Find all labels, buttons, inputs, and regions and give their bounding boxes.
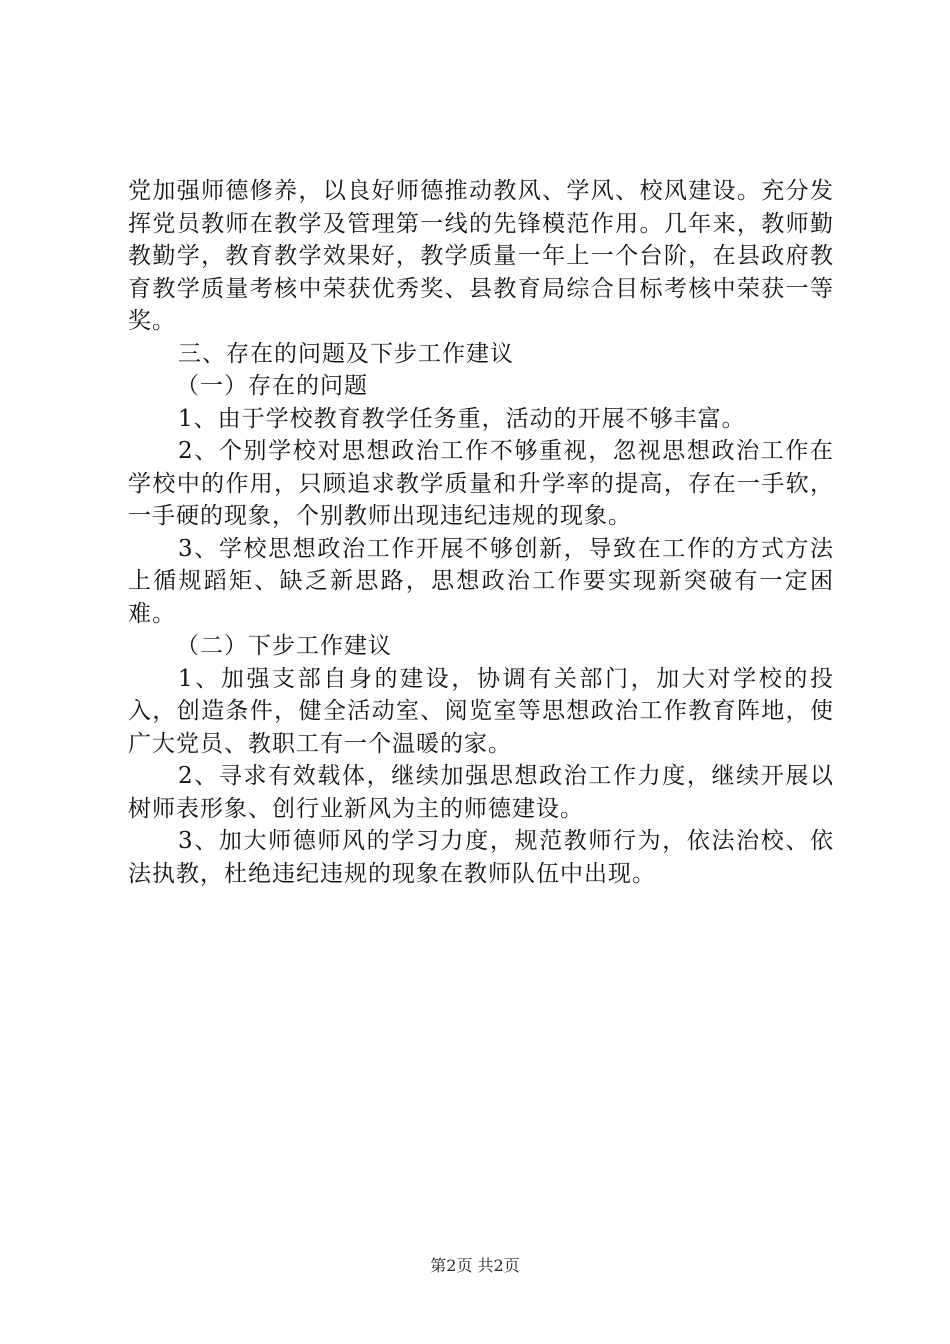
page-number-label: 第2页 共2页 (430, 1256, 520, 1275)
suggestion-item-1: 1、加强支部自身的建设，协调有关部门，加大对学校的投入，创造条件，健全活动室、阅览室等思想政治工作教育阵地，使广大党员、教职工有一个温暖的家。 (128, 665, 834, 757)
subsection-heading-suggestions: （二）下步工作建议 (176, 633, 392, 659)
page-footer (0, 1256, 950, 1276)
suggestion-item-2: 2、寻求有效载体，继续加强思想政治工作力度，继续开展以树师表形象、创行业新风为主的师德建设。 (128, 763, 834, 822)
document-body (128, 175, 834, 890)
subsection-heading-problems: （一）存在的问题 (176, 373, 368, 399)
problem-item-2: 2、个别学校对思想政治工作不够重视，忽视思想政治工作在学校中的作用，只顾追求教学质量和升学率的提高，存在一手软，一手硬的现象，个别教师出现违纪违规的现象。 (128, 438, 834, 529)
problem-item-1: 1、由于学校教育教学任务重，活动的开展不够丰富。 (178, 405, 746, 432)
suggestion-item-3: 3、加大师德师风的学习力度，规范教师行为，依法治校、依法执教，杜绝违纪违规的现象在教师队伍中出现。 (128, 828, 834, 887)
problem-item-3: 3、学校思想政治工作开展不够创新，导致在工作的方式方法上循规蹈矩、缺乏新思路，思想政治工作要实现新突破有一定困难。 (128, 535, 834, 627)
paragraph-continuation: 党加强师德修养，以良好师德推动教风、学风、校风建设。充分发挥党员教师在教学及管理第一线的先锋模范作用。几年来，教师勤教勤学，教育教学效果好，教学质量一年上一个台阶，在县政府教育教学质量考核中荣获优秀奖、县教育局综合目标考核中荣获一等奖。 (128, 178, 834, 334)
section-heading: 三、存在的问题及下步工作建议 (178, 340, 514, 367)
